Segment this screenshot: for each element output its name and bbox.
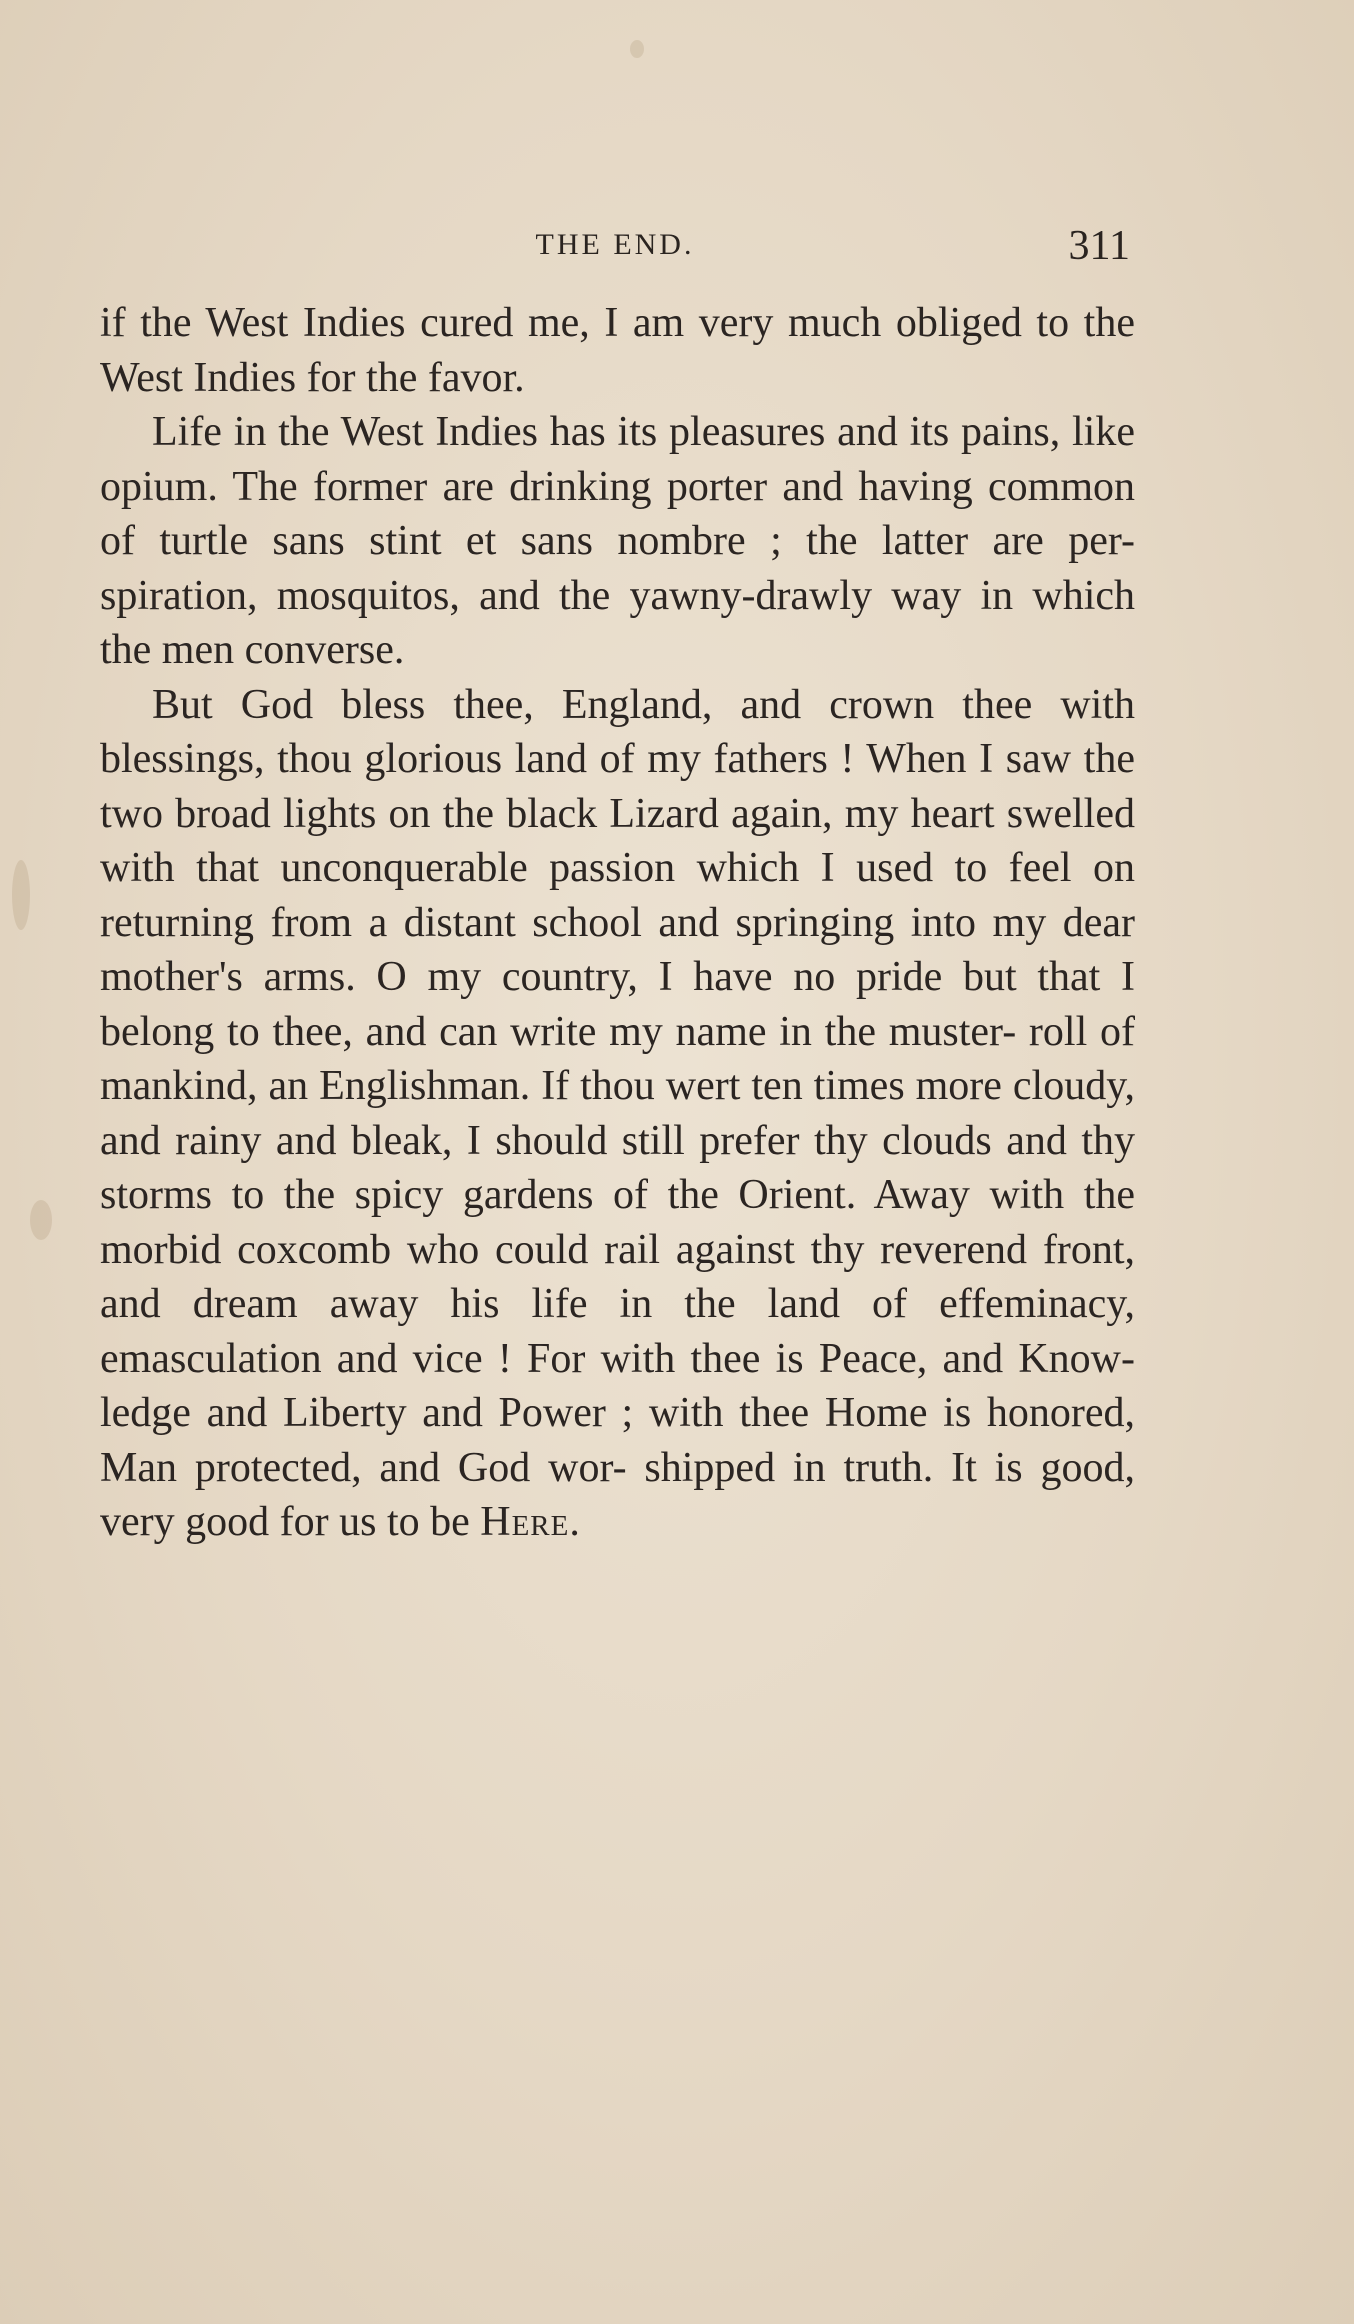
page-number: 311	[1068, 223, 1130, 269]
paragraph: if the West Indies cured me, I am very much obliged to the West Indies for the favor.	[100, 300, 1135, 401]
paper-stain	[630, 40, 644, 58]
paper-stain	[30, 1200, 52, 1240]
paragraph: Life in the West Indies has its pleasures and its pains, like opium. The former are drinking porter and having common of turtle sans stint et sans nombre ; the latter are per- spiration, mosquitos, and the yawny-drawly way in which the men converse.	[100, 409, 1135, 673]
final-word: Here.	[480, 1499, 581, 1545]
running-title: THE END.	[535, 228, 695, 261]
body-text	[100, 296, 1135, 1550]
paragraph	[100, 678, 1135, 1550]
paper-stain	[12, 860, 30, 930]
running-head	[100, 222, 1130, 272]
paragraph-text: But God bless thee, England, and crown thee with blessings, thou glorious land of my fathers ! When I saw the two broad lights on the black Lizard again, my heart swelled with that unconquerable passion which I used to feel on returning from a distant school and springing into my dear mother's arms. O my country, I have no pride but that I belong to thee, and can write my name in the muster- roll of mankind, an Englishman. If thou wert ten times more cloudy, and rainy and bleak, I should still prefer thy clouds and thy storms to the spicy gardens of the Orient. Away with the morbid coxcomb who could rail against thy reverend front, and dream away his life in the land of effeminacy, emasculation and vice ! For with thee is Peace, and Know- ledge and Liberty and Power ; with thee Home is honored, Man protected, and God wor- shipped in truth. It is good, very good for us to be	[100, 681, 1135, 1545]
